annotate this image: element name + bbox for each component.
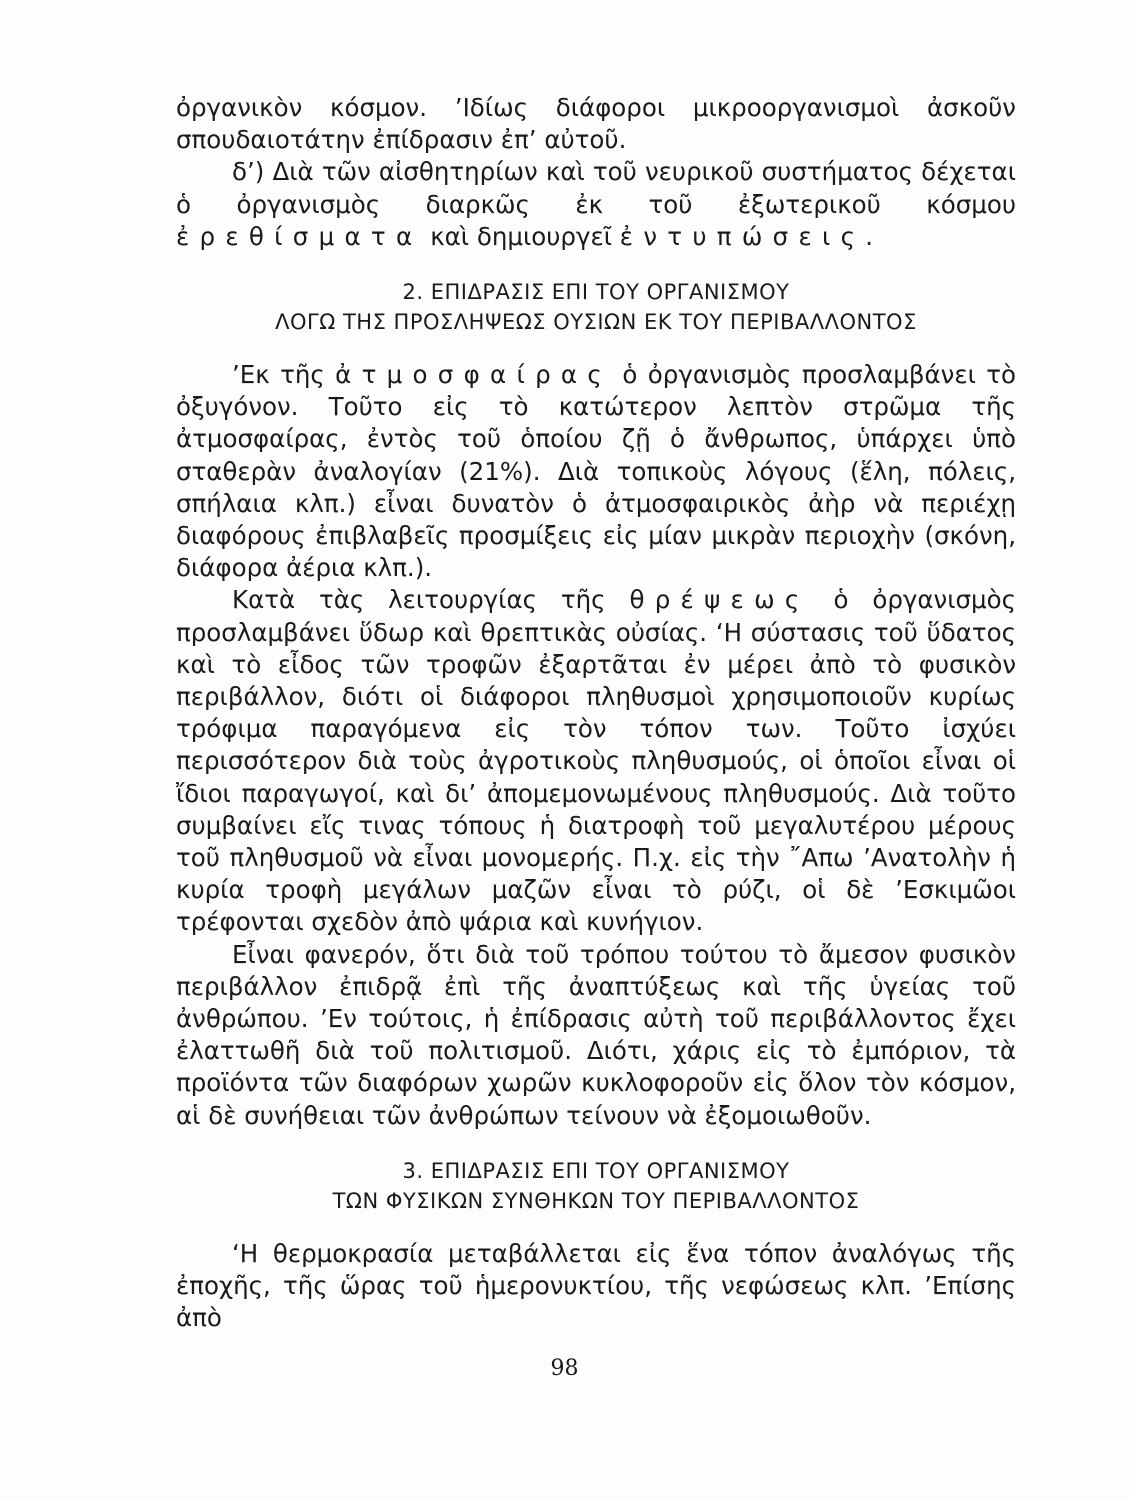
text-segment: ὁ ὀργανισμὸς προσλαμβάνει ὕδωρ καὶ θρεπτικὰς οὐσίας. ‘Η σύστασις τοῦ ὕδατος καὶ τὸ εἶδος τῶν τροφῶν ἐξαρτᾶται ἐν μέρει ἀπὸ τὸ φυσικὸν περιβάλλον, διότι οἱ διάφοροι πληθυσμοὶ χρησιμοποιοῦν κυρίως τρόφιμα παραγόμενα εἰς τὸν τόπον των. Τοῦτο ἰσχύει περισσότερον διὰ τοὺς ἀγροτικοὺς πληθυσμούς, οἱ ὁποῖοι εἶναι οἱ ἴδιοι παραγωγοί, καὶ δι’ ἀπομεμονωμένους πληθυσμούς. Διὰ τοῦτο συμβαίνει εἴς τινας τόπους ἡ διατροφὴ τοῦ μεγαλυτέρου μέρους τοῦ πληθυσμοῦ νὰ εἶναι μονομερής. Π.χ. εἰς τὴν ῎Απω ’Ανατολὴν ἡ κυρία τροφὴ μεγάλων μαζῶν εἶναι τὸ ρύζι, οἱ δὲ ’Εσκιμῶοι τρέφονται σχεδὸν ἀπὸ ψάρια καὶ κυνήγιον. xyxy=(176,585,1016,937)
heading-line: ΛΟΓΩ ΤΗΣ ΠΡΟΣΛΗΨΕΩΣ ΟΥΣΙΩΝ ΕΚ ΤΟΥ ΠΕΡΙΒΑΛΛΟΝΤΟΣ xyxy=(275,310,917,335)
page-number: 98 xyxy=(550,1356,579,1381)
page-content xyxy=(176,92,1016,1335)
paragraph-nutrition xyxy=(176,584,1016,938)
paragraph-temperature: ‘Η θερμοκρασία μεταβάλλεται εἰς ἕνα τόπον ἀναλόγως τῆς ἐποχῆς, τῆς ὥρας τοῦ ἡμερονυκτίου, τῆς νεφώσεως κλπ. ’Επίσης ἀπὸ xyxy=(176,1238,1016,1333)
heading-line: ΤΩΝ ΦΥΣΙΚΩΝ ΣΥΝΘΗΚΩΝ ΤΟΥ ΠΕΡΙΒΑΛΛΟΝΤΟΣ xyxy=(332,1188,860,1213)
text-segment: ὁ ὀργανισμὸς προσλαμβάνει τὸ ὀξυγόνον. Τοῦτο εἰς τὸ κατώτερον λεπτὸν στρῶμα τῆς ἀτμοσφαίρας, ἐντὸς τοῦ ὁποίου ζῇ ὁ ἄνθρωπος, ὑπάρχει ὑπὸ σταθερὰν ἀναλογίαν (21%). Διὰ τοπικοὺς λόγους (ἕλη, πόλεις, σπήλαια κλπ.) εἶναι δυνατὸν ὁ ἀτμοσφαιρικὸς ἀὴρ νὰ περιέχῃ διαφόρους ἐπιβλαβεῖς προσμίξεις εἰς μίαν μικρὰν περιοχὴν (σκόνη, διάφορα ἀέρια κλπ.). xyxy=(176,360,1016,583)
paragraph-atmosphere xyxy=(176,359,1016,584)
text-segment: καὶ δημιουργεῖ xyxy=(430,221,612,251)
section-3-heading xyxy=(176,1156,1016,1216)
paragraph-senses xyxy=(176,156,1016,253)
emphasized-word: ἐντυπώσεις xyxy=(619,221,866,251)
emphasized-word: θρέψεως xyxy=(629,585,810,615)
emphasized-word: ἐρεθίσματα xyxy=(176,221,423,251)
text-segment: ’Εκ τῆς xyxy=(232,360,325,390)
section-2-heading xyxy=(176,277,1016,337)
text-segment: δ’) Διὰ τῶν αἰσθητηρίων καὶ τοῦ νευρικοῦ συστήματος δέχεται ὁ ὀργανισμὸς διαρκῶς ἐκ τοῦ ἐξωτερικοῦ κόσμου xyxy=(176,157,1016,219)
paragraph-continued: ὀργανικὸν κόσμον. ’Ιδίως διάφοροι μικροοργανισμοὶ ἀσκοῦν σπουδαιοτάτην ἐπίδρασιν ἐπ’ αὐτοῦ. xyxy=(176,93,1016,155)
text-segment: Κατὰ τὰς λειτουργίας τῆς xyxy=(232,585,606,615)
text-segment: . xyxy=(865,221,874,251)
paragraph-environment: Εἶναι φανερόν, ὅτι διὰ τοῦ τρόπου τούτου τὸ ἄμεσον φυσικὸν περιβάλλον ἐπιδρᾷ ἐπὶ τῆς ἀναπτύξεως καὶ τῆς ὑγείας τοῦ ἀνθρώπου. ’Εν τούτοις, ἡ ἐπίδρασις αὐτὴ τοῦ περιβάλλοντος ἔχει ἐλαττωθῆ διὰ τοῦ πολιτισμοῦ. Διότι, χάρις εἰς τὸ ἐμπόριον, τὰ προϊόντα τῶν διαφόρων χωρῶν κυκλοφοροῦν εἰς ὅλον τὸν κόσμον, αἱ δὲ συνήθειαι τῶν ἀνθρώπων τείνουν νὰ ἐξομοιωθοῦν. xyxy=(176,939,1016,1130)
emphasized-word: ἀτμοσφαίρας xyxy=(335,360,613,390)
heading-line: 3. ΕΠΙΔΡΑΣΙΣ ΕΠΙ ΤΟΥ ΟΡΓΑΝΙΣΜΟΥ xyxy=(402,1158,790,1183)
heading-line: 2. ΕΠΙΔΡΑΣΙΣ ΕΠΙ ΤΟΥ ΟΡΓΑΝΙΣΜΟΥ xyxy=(402,280,790,305)
